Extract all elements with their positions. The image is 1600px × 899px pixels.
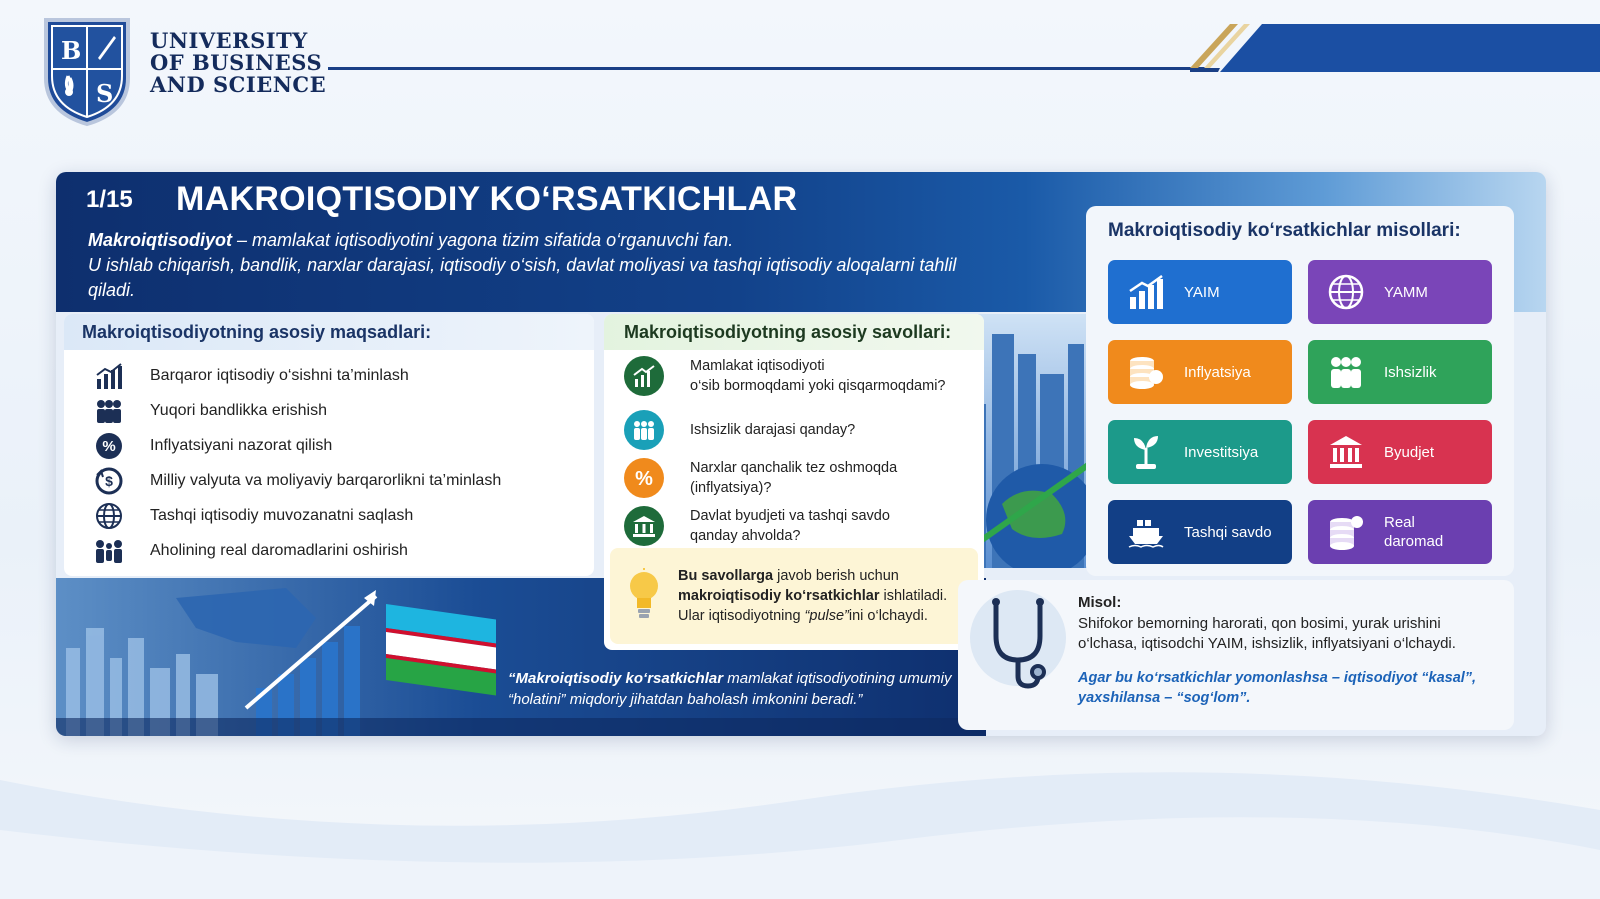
tile-label: Ishsizlik <box>1384 363 1437 381</box>
university-name-line-1: UNIVERSITY <box>150 28 308 53</box>
goal-item <box>64 393 594 428</box>
coins-icon <box>1124 350 1168 394</box>
question-item <box>624 458 974 498</box>
ship-icon <box>1124 510 1168 554</box>
intro-text <box>88 228 968 303</box>
intro-description: U ishlab chiqarish, bandlik, narxlar darajasi, iqtisodiy o‘sish, davlat moliyasi va tashqi iqtisodiy aloqalarni tahlil qiladi. <box>88 255 957 300</box>
people-icon <box>1324 350 1368 394</box>
plant-icon <box>1124 430 1168 474</box>
main-slide-card <box>56 172 1546 736</box>
svg-text:$: $ <box>105 472 113 489</box>
goal-label: Milliy valyuta va moliyaviy barqarorlikni ta’minlash <box>150 471 502 489</box>
growth-chart-icon <box>624 356 664 396</box>
goal-item <box>64 533 594 568</box>
intro-term: Makroiqtisodiyot <box>88 230 233 250</box>
indicator-tile-investitsiya <box>1108 420 1292 484</box>
goal-item <box>64 463 594 498</box>
slide-title: MAKROIQTISODIY KO‘RSATKICHLAR <box>176 180 798 218</box>
indicator-tile-real-daromad <box>1308 500 1492 564</box>
lightbulb-icon <box>626 568 662 620</box>
goal-label: Tashqi iqtisodiy muvozanatni saqlash <box>150 506 414 524</box>
university-crest-logo <box>40 14 134 128</box>
header-accent-band <box>1190 24 1600 72</box>
goal-item <box>64 498 594 533</box>
indicator-tile-inflyatsiya <box>1108 340 1292 404</box>
people-icon <box>624 410 664 450</box>
indicators-heading: Makroiqtisodiy ko‘rsatkichlar misollari: <box>1108 220 1461 241</box>
goal-label: Aholining real daromadlarini oshirish <box>150 541 408 559</box>
question-item <box>624 356 974 396</box>
tile-label: Real daromad <box>1384 514 1444 550</box>
indicator-tile-byudjet <box>1308 420 1492 484</box>
quote-rest: mamlakat iqtisodiyotining umumiy “holatini” miqdoriy jihatdan baholash imkonini beradi.” <box>508 670 952 708</box>
globe-icon <box>1324 270 1368 314</box>
svg-text:%: % <box>635 468 653 490</box>
bank-icon <box>1324 430 1368 474</box>
example-note: Agar bu ko‘rsatkichlar yomonlashsa – iqtisodiyot “kasal”, yaxshilansa – “sog‘lom”. <box>1078 670 1477 706</box>
percent-icon <box>92 431 126 461</box>
question-item <box>624 410 974 450</box>
goal-item <box>64 428 594 463</box>
background-waves <box>0 740 1600 899</box>
goals-heading: Makroiqtisodiyotning asosiy maqsadlari: <box>64 314 594 350</box>
goals-list <box>64 350 594 568</box>
goals-panel <box>64 314 594 576</box>
question-item <box>624 506 974 546</box>
example-panel <box>958 580 1514 730</box>
svg-text:%: % <box>102 437 116 455</box>
bar-chart-icon <box>92 361 126 391</box>
goal-label: Barqaror iqtisodiy o‘sishni ta’minlash <box>150 366 409 384</box>
university-name-line-2: OF BUSINESS <box>150 50 323 75</box>
example-text: Shifokor bemorning harorati, qon bosimi, yurak urishini o‘lchasa, iqtisodchi YAIM, ishsizlik, inflyatsiyani o‘lchaydi. <box>1078 615 1456 652</box>
bank-icon <box>624 506 664 546</box>
globe-icon <box>92 501 126 531</box>
tile-label: Tashqi savdo <box>1184 523 1272 541</box>
quote-term: “Makroiqtisodiy ko‘rsatkichlar <box>508 670 724 687</box>
quote-text <box>508 668 968 710</box>
intro-definition: – mamlakat iqtisodiyotini yagona tizim sifatida o‘rganuvchi fan. <box>232 230 734 250</box>
tile-label: YAMM <box>1384 283 1428 301</box>
question-text: Ishsizlik darajasi qanday? <box>690 422 856 438</box>
tile-label: Inflyatsiya <box>1184 363 1251 381</box>
question-text: Davlat byudjeti va tashqi savdo qanday ahvolda? <box>690 508 890 544</box>
indicator-tile-ishsizlik <box>1308 340 1492 404</box>
slide-number: 1/15 <box>86 186 133 213</box>
bar-chart-icon <box>1124 270 1168 314</box>
page-header <box>0 0 1600 140</box>
goal-item <box>64 358 594 393</box>
indicator-tile-tashqi-savdo <box>1108 500 1292 564</box>
people-icon <box>92 396 126 426</box>
questions-heading: Makroiqtisodiyotning asosiy savollari: <box>604 314 984 350</box>
indicators-panel <box>1086 206 1514 576</box>
tip-text: Bu savollarga javob berish uchun makroiqtisodiy ko‘rsatkichlar ishlatiladi. Ular iqtisodiyotning “pulse”ini o‘lchaydi. <box>678 568 948 624</box>
indicator-tile-yamm <box>1308 260 1492 324</box>
currency-icon <box>92 466 126 496</box>
crest-letter-s: S <box>96 79 114 108</box>
university-name <box>150 30 326 96</box>
money-stack-icon <box>1324 510 1368 554</box>
goal-label: Inflyatsiyani nazorat qilish <box>150 436 333 454</box>
university-name-line-3: AND SCIENCE <box>150 72 327 97</box>
goal-label: Yuqori bandlikka erishish <box>150 401 327 419</box>
tile-label: YAIM <box>1184 283 1220 301</box>
tile-label: Byudjet <box>1384 443 1435 461</box>
header-divider-line <box>328 67 1208 70</box>
question-text: Mamlakat iqtisodiyoti o‘sib bormoqdami yoki qisqarmoqdami? <box>690 358 946 394</box>
questions-panel <box>604 314 984 650</box>
example-label: Misol: <box>1078 594 1122 611</box>
question-text: Narxlar qanchalik tez oshmoqda (inflyatsiya)? <box>690 460 898 496</box>
percent-icon <box>624 458 664 498</box>
crest-letter-b: B <box>61 36 82 65</box>
tile-label: Investitsiya <box>1184 443 1259 461</box>
tip-callout <box>610 548 978 644</box>
stethoscope-icon <box>966 586 1070 696</box>
family-icon <box>92 536 126 566</box>
indicator-tile-yaim <box>1108 260 1292 324</box>
